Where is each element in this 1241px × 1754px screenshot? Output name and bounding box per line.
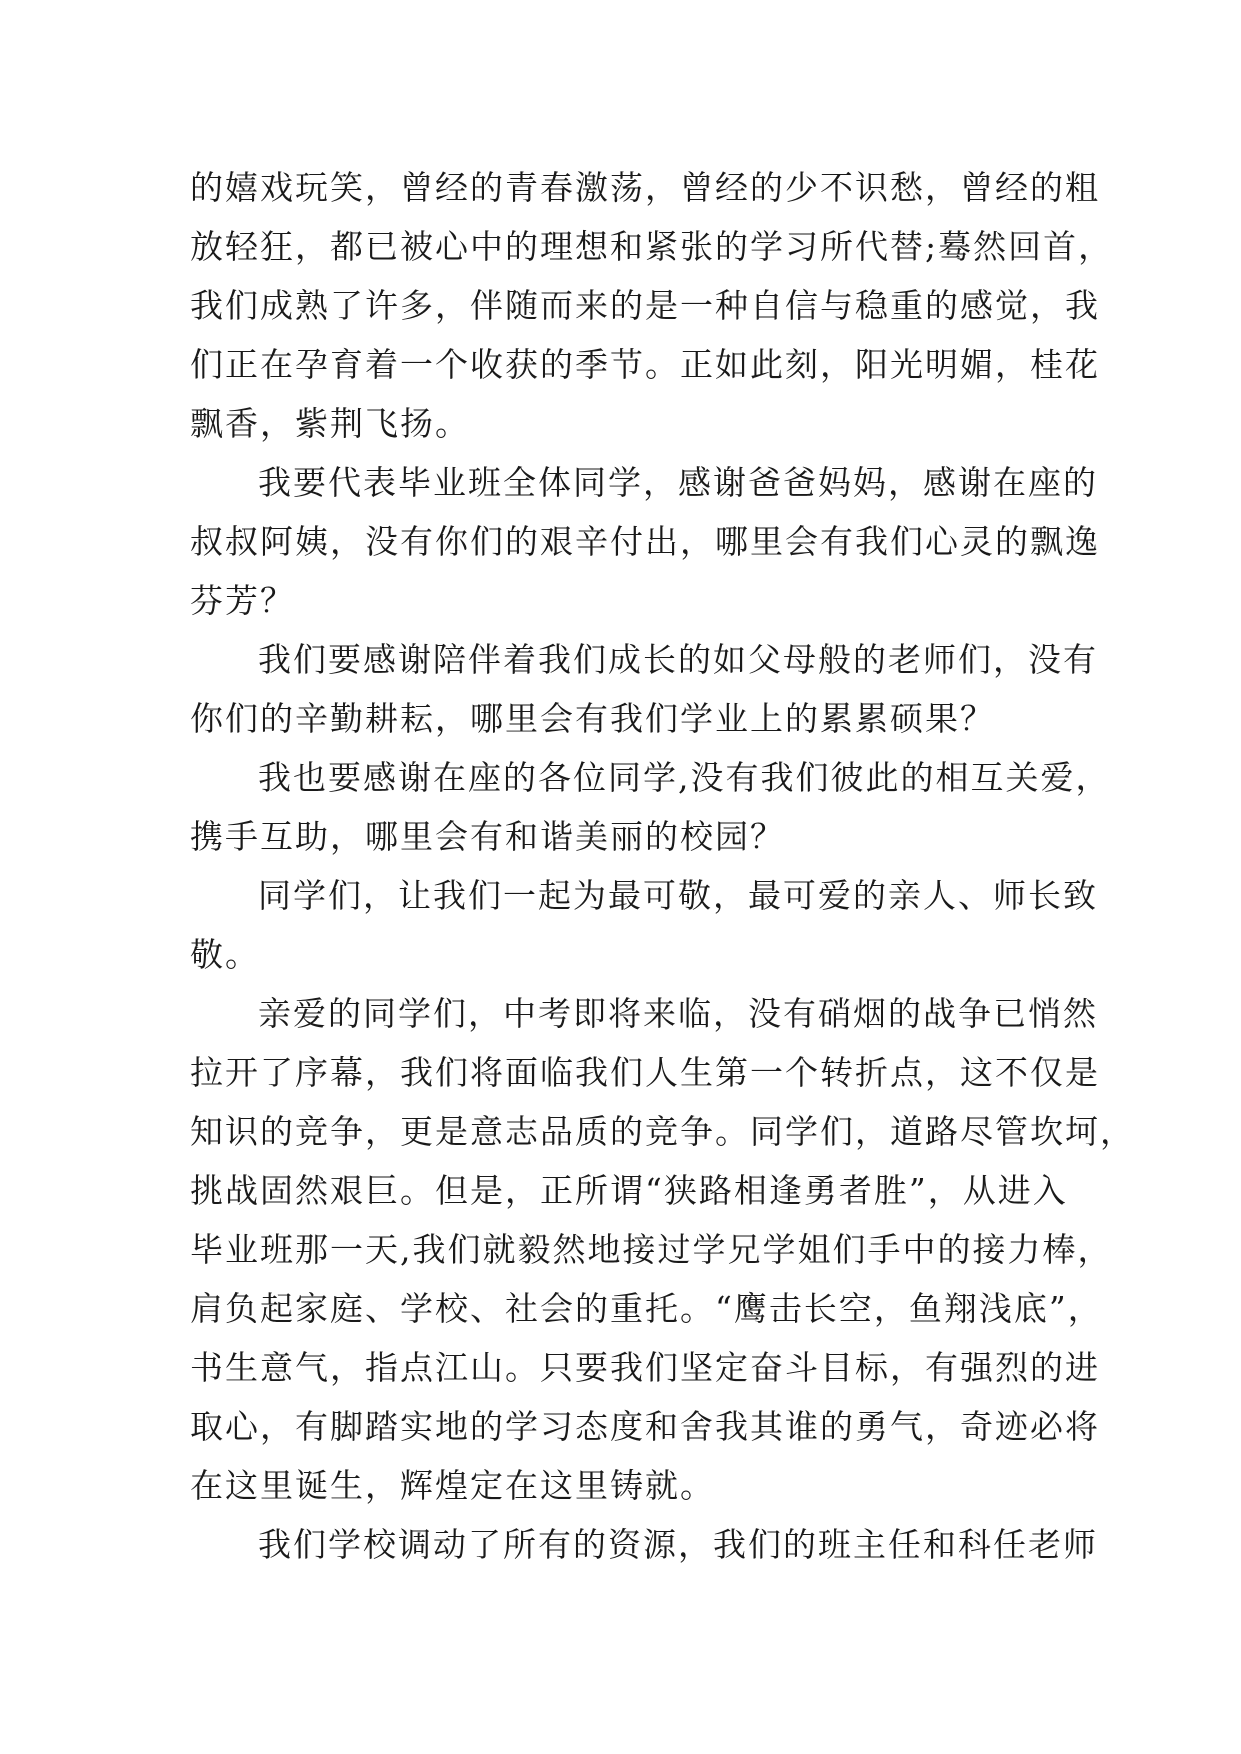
body-text xyxy=(190,158,1135,1574)
text-line: 取心，有脚踏实地的学习态度和舍我其谁的勇气，奇迹必将 xyxy=(190,1407,1100,1446)
text-line: 你们的辛勤耕耘，哪里会有我们学业上的累累硕果？ xyxy=(190,699,995,738)
text-line: 叔叔阿姨，没有你们的艰辛付出，哪里会有我们心灵的飘逸 xyxy=(190,522,1100,561)
text-line: 们正在孕育着一个收获的季节。正如此刻，阳光明媚，桂花 xyxy=(190,345,1100,384)
paragraph-first-line: 亲爱的同学们，中考即将来临，没有硝烟的战争已悄然 xyxy=(258,994,1098,1033)
text-line: 敬。 xyxy=(190,935,260,974)
paragraph-first-line: 我们学校调动了所有的资源，我们的班主任和科任老师 xyxy=(258,1525,1098,1564)
text-line: 挑战固然艰巨。但是，正所谓“狭路相逢勇者胜”，从进入 xyxy=(190,1171,1068,1210)
paragraph-first-line: 我也要感谢在座的各位同学,没有我们彼此的相互关爱， xyxy=(258,758,1111,797)
text-line: 我们成熟了许多，伴随而来的是一种自信与稳重的感觉，我 xyxy=(190,286,1100,325)
text-line: 肩负起家庭、学校、社会的重托。“鹰击长空，鱼翔浅底”， xyxy=(190,1289,1103,1328)
text-line: 的嬉戏玩笑，曾经的青春激荡，曾经的少不识愁，曾经的粗 xyxy=(190,168,1100,207)
text-line: 飘香，紫荆飞扬。 xyxy=(190,404,470,443)
text-line: 书生意气，指点江山。只要我们坚定奋斗目标，有强烈的进 xyxy=(190,1348,1100,1387)
text-line: 芬芳？ xyxy=(190,581,295,620)
paragraph-first-line: 我要代表毕业班全体同学，感谢爸爸妈妈，感谢在座的 xyxy=(258,463,1098,502)
paragraph-first-line: 同学们，让我们一起为最可敬，最可爱的亲人、师长致 xyxy=(258,876,1098,915)
text-line: 携手互助，哪里会有和谐美丽的校园？ xyxy=(190,817,785,856)
text-line: 在这里诞生，辉煌定在这里铸就。 xyxy=(190,1466,715,1505)
text-line: 知识的竞争，更是意志品质的竞争。同学们，道路尽管坎坷， xyxy=(190,1112,1135,1151)
paragraph-first-line: 我们要感谢陪伴着我们成长的如父母般的老师们，没有 xyxy=(258,640,1098,679)
text-line: 拉开了序幕，我们将面临我们人生第一个转折点，这不仅是 xyxy=(190,1053,1100,1092)
text-line: 放轻狂，都已被心中的理想和紧张的学习所代替;蓦然回首， xyxy=(190,227,1114,266)
text-line: 毕业班那一天,我们就毅然地接过学兄学姐们手中的接力棒， xyxy=(190,1230,1113,1269)
